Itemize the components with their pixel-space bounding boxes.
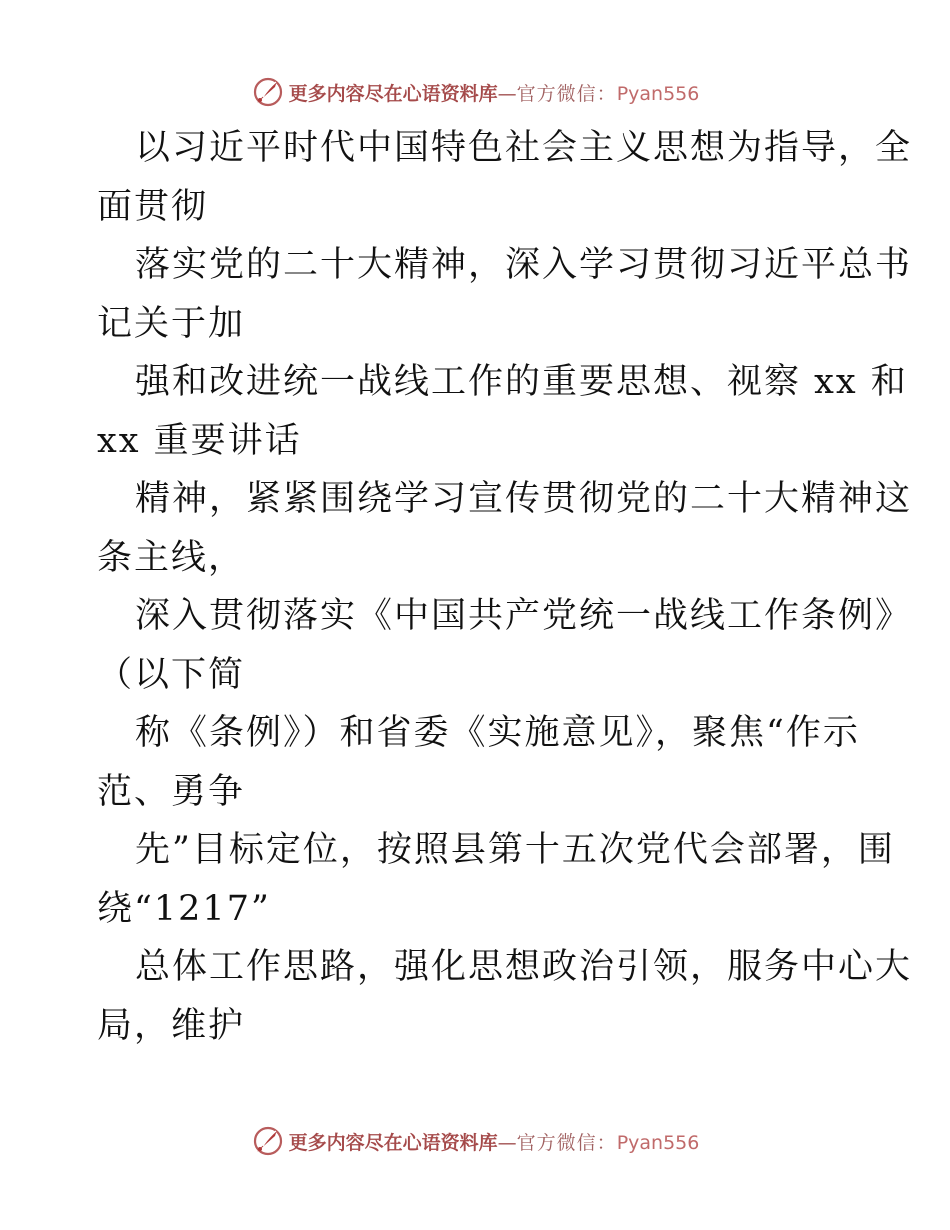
text-line: 绕“1217” [97, 888, 271, 929]
footer-brand-text: 更多内容尽在心语资料库 [288, 1131, 498, 1154]
quill-pen-logo-icon [251, 1124, 285, 1158]
header-banner-content [251, 75, 700, 109]
text-line: 面贯彻 [97, 186, 209, 227]
text-line: 先”目标定位，按照县第十五次党代会部署，围 [135, 830, 895, 870]
header-wechat-label: 官方微信： [516, 82, 617, 105]
text-line: 记关于加 [97, 303, 246, 344]
footer-dash: — [497, 1131, 517, 1154]
quill-pen-logo-icon [251, 75, 285, 109]
header-brand-text: 更多内容尽在心语资料库 [288, 82, 498, 105]
header-banner [0, 72, 950, 112]
text-line: 落实党的二十大精神，深入学习贯彻习近平总书 [135, 245, 913, 285]
header-dash: — [497, 82, 517, 105]
text-line: （以下简 [97, 654, 246, 695]
document-body [97, 124, 913, 1060]
footer-wechat-label: 官方微信： [516, 1131, 617, 1154]
footer-banner-content [251, 1124, 700, 1158]
text-line: 强和改进统一战线工作的重要思想、视察 xx 和 [135, 362, 908, 402]
text-line: 范、勇争 [97, 771, 246, 812]
text-line: 精神，紧紧围绕学习宣传贯彻党的二十大精神这 [135, 479, 913, 519]
text-line: 深入贯彻落实《中国共产党统一战线工作条例》 [135, 596, 913, 636]
text-line: xx 重要讲话 [97, 420, 302, 461]
footer-banner [0, 1121, 950, 1161]
header-wechat-handle: Pyan556 [616, 82, 700, 105]
footer-banner-text [289, 1128, 700, 1155]
text-line: 以习近平时代中国特色社会主义思想为指导，全 [135, 128, 913, 168]
text-line: 总体工作思路，强化思想政治引领，服务中心大 [135, 947, 913, 987]
text-line: 条主线， [97, 537, 246, 578]
header-banner-text [289, 79, 700, 106]
text-line: 称《条例》）和省委《实施意见》，聚焦“作示 [135, 713, 860, 753]
text-line: 局，维护 [97, 1005, 246, 1046]
footer-wechat-handle: Pyan556 [616, 1131, 700, 1154]
